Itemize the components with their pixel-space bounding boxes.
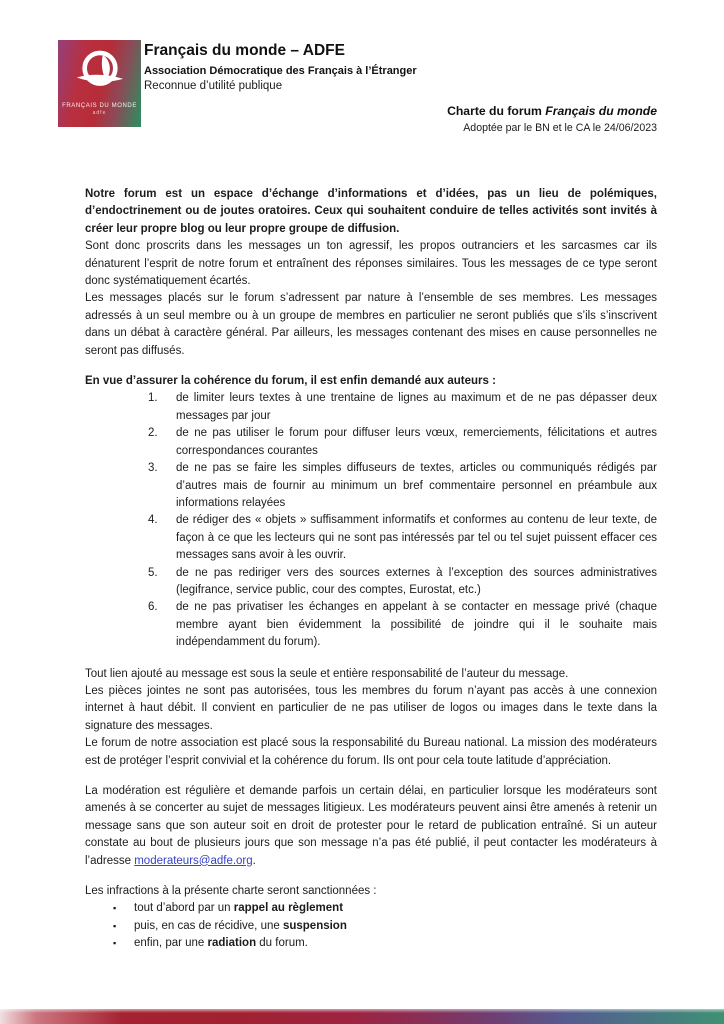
list-item-number: 5.	[148, 566, 158, 579]
list-item-text: de ne pas privatiser les échanges en appelant à se contacter en message privé (chaque membre ayant bien évidemment la possibilité de joindre qui il le souhaite mais indépendamment du forum).	[176, 601, 657, 649]
globe-swirl-icon	[71, 45, 129, 102]
links-block	[85, 666, 657, 770]
list-item-text: de ne pas rediriger vers des sources externes à l’exception des sources administratives (legifrance, service public, cour des comptes, Eurostat, etc.)	[176, 566, 657, 596]
link-responsibility-paragraph: Tout lien ajouté au message est sous la seule et entière responsabilité de l’auteur du message.	[85, 667, 569, 680]
moderation-paragraph	[85, 783, 657, 870]
moderation-text-end: .	[252, 854, 256, 867]
list-item-text: de ne pas utiliser le forum pour diffuser leurs vœux, remerciements, félicitations et autres correspondances courantes	[176, 427, 657, 457]
moderators-email-link[interactable]: moderateurs@adfe.org	[134, 854, 253, 867]
sanction-text	[134, 918, 657, 935]
org-status: Reconnue d’utilité publique	[144, 80, 283, 92]
org-info	[144, 42, 417, 92]
sanction-text	[134, 935, 657, 952]
square-bullet-icon: ▪	[113, 903, 117, 914]
sanction-item	[85, 918, 657, 935]
sanction-item	[85, 935, 657, 952]
doc-title-forum-name: Français du monde	[545, 104, 657, 118]
logo-subcaption: adfe	[92, 110, 107, 116]
rules-block	[85, 238, 657, 360]
moderation-text: La modération est régulière et demande parfois un certain délai, en particulier lorsque les modérateurs sont amenés à se concerter au sujet de messages litigieux. Les modérateurs peuvent ainsi être amenés à retenir un message sans que son auteur soit en droit de protester pour le retard de publication entraîné. Si un auteur constate au bout de plusieurs jours que son message n’a pas été publié, il peut contacter les modérateurs à l’adresse	[85, 785, 657, 867]
list-item-number: 2.	[148, 427, 158, 440]
sanction-text-post: du forum.	[256, 937, 308, 950]
sanction-text-strong: suspension	[282, 919, 347, 932]
logo-caption: FRANÇAIS DU MONDE	[62, 103, 137, 109]
sanction-text-strong: radiation	[207, 937, 257, 950]
authors-heading: En vue d’assurer la cohérence du forum, il est enfin demandé aux auteurs :	[85, 375, 496, 388]
footer-gradient-bar	[0, 1009, 724, 1024]
sanction-text-pre: enfin, par une	[134, 937, 208, 950]
org-name: Français du monde – ADFE	[144, 42, 345, 59]
sanction-text-pre: puis, en cas de récidive, une	[134, 919, 283, 932]
org-logo	[58, 40, 141, 127]
moderation-block	[85, 783, 657, 870]
list-item-number: 4.	[148, 514, 158, 527]
doc-adopted-line: Adoptée par le BN et le CA le 24/06/2023	[463, 122, 657, 134]
doc-title-block	[447, 104, 657, 134]
doc-title-prefix: Charte du forum	[447, 104, 546, 118]
rules-paragraph-2: Les messages placés sur le forum s’adressent par nature à l’ensemble de ses membres. Les messages adressés à un seul membre ou à un groupe de membres en particulier ne seront publiés que s’ils s’inscrivent dans un débat à caractère général. Par ailleurs, les messages contenant des mises en cause personnelles ne seront pas diffusés.	[85, 292, 657, 357]
list-item	[85, 599, 657, 651]
doc-body	[85, 186, 657, 953]
responsibility-paragraph: Le forum de notre association est placé sous la responsabilité du Bureau national. La mission des modérateurs est de protéger l’esprit convivial et la cohérence du forum. Ils ont pour cela toute latitude d’appréciation.	[85, 737, 657, 767]
sanction-item	[85, 900, 657, 917]
list-item-text: de rédiger des « objets » suffisamment informatifs et conformes au contenu de leur texte, de façon à ce que les lecteurs qui ne sont pas intéressés par tel ou tel sujet puissent effacer ces messages sans avoir à les ouvrir.	[176, 514, 657, 562]
sanction-text-pre: tout d’abord par un	[134, 902, 234, 915]
sanctions-list	[85, 900, 657, 952]
list-item-number: 1.	[148, 392, 158, 405]
list-item-number: 6.	[148, 601, 158, 614]
rules-paragraph-1: Sont donc proscrits dans les messages un ton agressif, les propos outranciers et les sarcasmes car ils dénaturent l’esprit de notre forum et entraînent des réponses similaires. Tous les messages de ce type seront donc systématiquement écartés.	[85, 240, 657, 288]
sanctions-heading: Les infractions à la présente charte seront sanctionnées :	[85, 885, 377, 898]
list-item	[85, 425, 657, 460]
intro-paragraph: Notre forum est un espace d’échange d’informations et d’idées, pas un lieu de polémiques, d’endoctrinement ou de joutes oratoires. Ceux qui souhaitent conduire de telles activités sont invités à créer leur propre blog ou leur propre groupe de diffusion.	[85, 188, 657, 235]
list-item-number: 3.	[148, 462, 158, 475]
square-bullet-icon: ▪	[113, 938, 117, 949]
square-bullet-icon: ▪	[113, 920, 117, 931]
list-item	[85, 390, 657, 425]
list-item-text: de ne pas se faire les simples diffuseurs de textes, articles ou communiqués rédigés par d’autres mais de fournir au minimum un bref commentaire personnel en préambule aux informations relayées	[176, 462, 657, 509]
doc-title	[447, 104, 657, 118]
sanction-text-strong: rappel au règlement	[233, 902, 344, 915]
list-item	[85, 512, 657, 564]
org-subtitle: Association Démocratique des Français à l’Étranger	[144, 65, 417, 77]
numbered-list	[85, 390, 657, 651]
list-item-text: de limiter leurs textes à une trentaine de lignes au maximum et de ne pas dépasser deux messages par jour	[176, 392, 657, 422]
attachments-paragraph: Les pièces jointes ne sont pas autorisées, tous les membres du forum n’ayant pas accès à une connexion internet à haut débit. Il convient en particulier de ne pas utiliser de logos ou images dans le texte dans la signature des messages.	[85, 684, 657, 732]
list-item	[85, 460, 657, 512]
sanction-text	[134, 900, 657, 917]
list-item	[85, 565, 657, 600]
